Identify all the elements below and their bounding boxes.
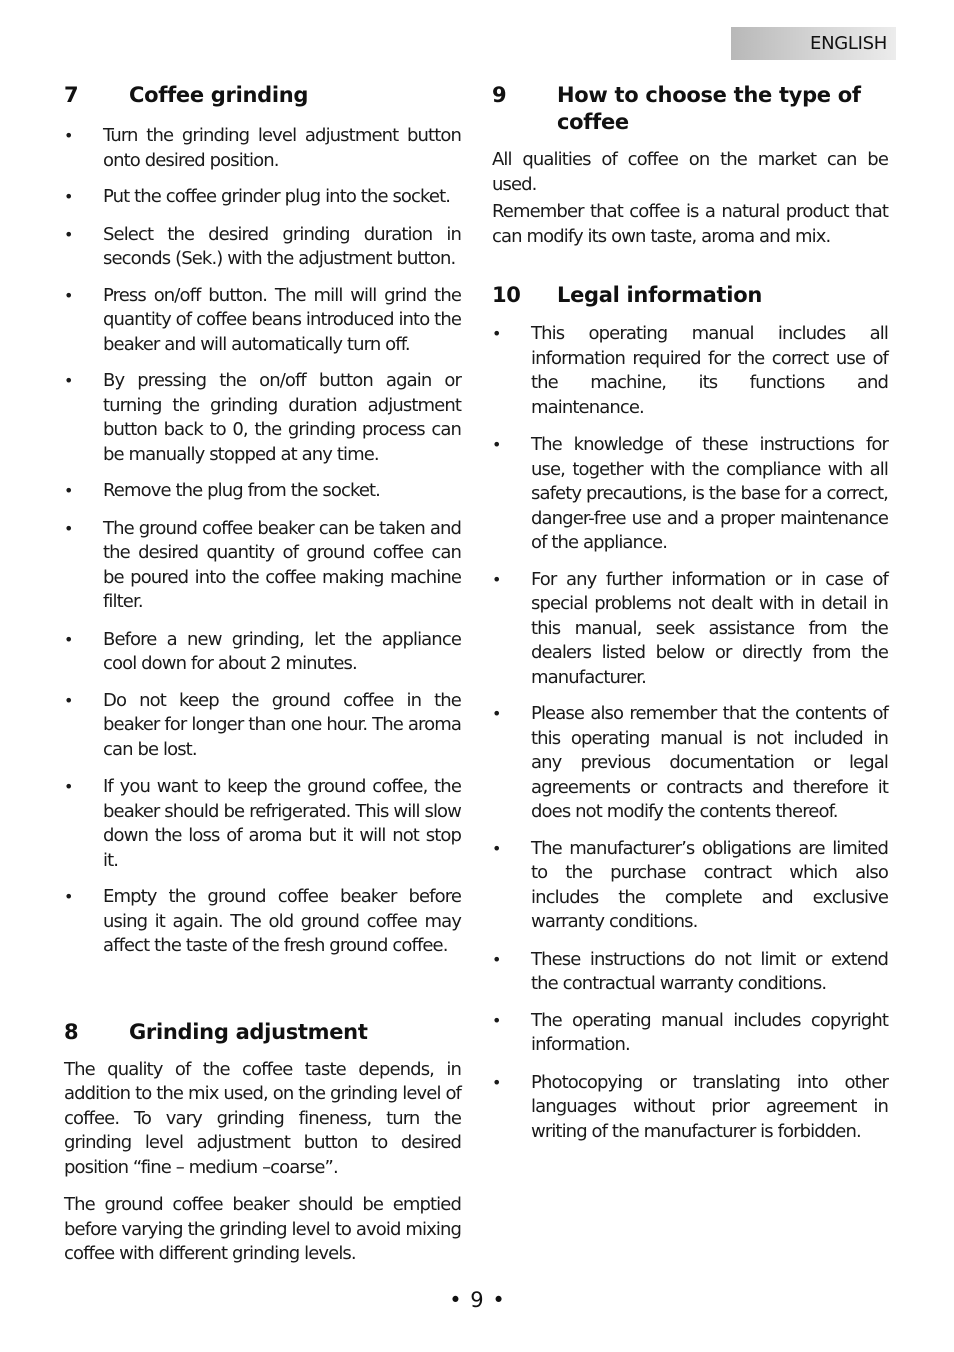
list-item: • If you want to keep the ground coffee, the beaker should be refrigerated. This will slow down the loss of aroma but it will not stop it. bbox=[64, 775, 461, 873]
list-item: • The manufacturer’s obligations are limited to the purchase contract which also includes the complete and exclusive warranty conditions. bbox=[492, 837, 888, 935]
page-number: • 9 • bbox=[449, 1288, 505, 1312]
list-item: • Press on/off button. The mill will grind the quantity of coffee beans introduced into the beaker and will automatically turn off. bbox=[64, 284, 461, 358]
language-label: ENGLISH bbox=[810, 33, 887, 54]
list-item: • Do not keep the ground coffee in the beaker for longer than one hour. The aroma can be lost. bbox=[64, 689, 461, 763]
section-title: Coffee grinding bbox=[129, 83, 309, 107]
list-item: • Please also remember that the contents of this operating manual is not included in any previous documentation or legal agreements or contracts and therefore it does not modify the contents thereof. bbox=[492, 702, 888, 825]
list-item: • The ground coffee beaker can be taken and the desired quantity of ground coffee can be poured into the coffee making machine filter. bbox=[64, 517, 461, 615]
paragraph: The ground coffee beaker should be emptied before varying the grinding level to avoid mixing coffee with different grinding levels. bbox=[64, 1194, 461, 1264]
list-item: • Put the coffee grinder plug into the socket. bbox=[64, 185, 461, 210]
list-item: • By pressing the on/off button again or turning the grinding duration adjustment button back to 0, the grinding process can be manually stopped at any time. bbox=[64, 369, 461, 467]
list-item: • Remove the plug from the socket. bbox=[64, 479, 461, 504]
section-10-heading bbox=[492, 282, 888, 309]
section-9-heading bbox=[492, 82, 888, 136]
list-item: • The operating manual includes copyright information. bbox=[492, 1009, 888, 1058]
section-title: Grinding adjustment bbox=[129, 1019, 368, 1044]
left-column bbox=[64, 82, 461, 1267]
paragraph: Remember that coffee is a natural product that can modify its own taste, aroma and mix. bbox=[492, 201, 888, 247]
paragraph: All qualities of coffee on the market can be used. bbox=[492, 149, 888, 195]
list-item: • Turn the grinding level adjustment button onto desired position. bbox=[64, 124, 461, 173]
section-8-heading bbox=[64, 1019, 461, 1046]
list-item: • Select the desired grinding duration in seconds (Sek.) with the adjustment button. bbox=[64, 223, 461, 272]
section-number: 9 bbox=[492, 83, 507, 107]
right-column bbox=[492, 82, 888, 1144]
section-10-list bbox=[492, 322, 888, 1144]
list-item: • Empty the ground coffee beaker before using it again. The old ground coffee may affect the taste of the fresh ground coffee. bbox=[64, 885, 461, 959]
section-title: How to choose the type of coffee bbox=[557, 83, 861, 134]
list-item: • The knowledge of these instructions for use, together with the compliance with all safety precautions, is the base for a correct, danger-free use and a proper maintenance of the appliance. bbox=[492, 433, 888, 556]
section-number: 8 bbox=[64, 1019, 79, 1044]
section-title: Legal information bbox=[557, 283, 762, 307]
language-tab bbox=[731, 27, 896, 60]
list-item: • Photocopying or translating into other languages without prior agreement in writing of the manufacturer is forbidden. bbox=[492, 1071, 888, 1145]
section-number: 10 bbox=[492, 283, 521, 307]
list-item: • This operating manual includes all information required for the correct use of the machine, its functions and maintenance. bbox=[492, 322, 888, 420]
list-item: • These instructions do not limit or extend the contractual warranty conditions. bbox=[492, 948, 888, 997]
section-7-list bbox=[64, 124, 461, 959]
list-item: • Before a new grinding, let the appliance cool down for about 2 minutes. bbox=[64, 628, 461, 677]
section-7-heading bbox=[64, 82, 461, 109]
list-item: • For any further information or in case of special problems not dealt with in detail in this manual, seek assistance from the dealers listed below or directly from the manufacturer. bbox=[492, 568, 888, 691]
paragraph: The quality of the coffee taste depends, in addition to the mix used, on the grinding level of coffee. To vary grinding fineness, turn the grinding level adjustment button to desired position “fine – medium –coarse”. bbox=[64, 1058, 461, 1178]
section-number: 7 bbox=[64, 83, 79, 107]
